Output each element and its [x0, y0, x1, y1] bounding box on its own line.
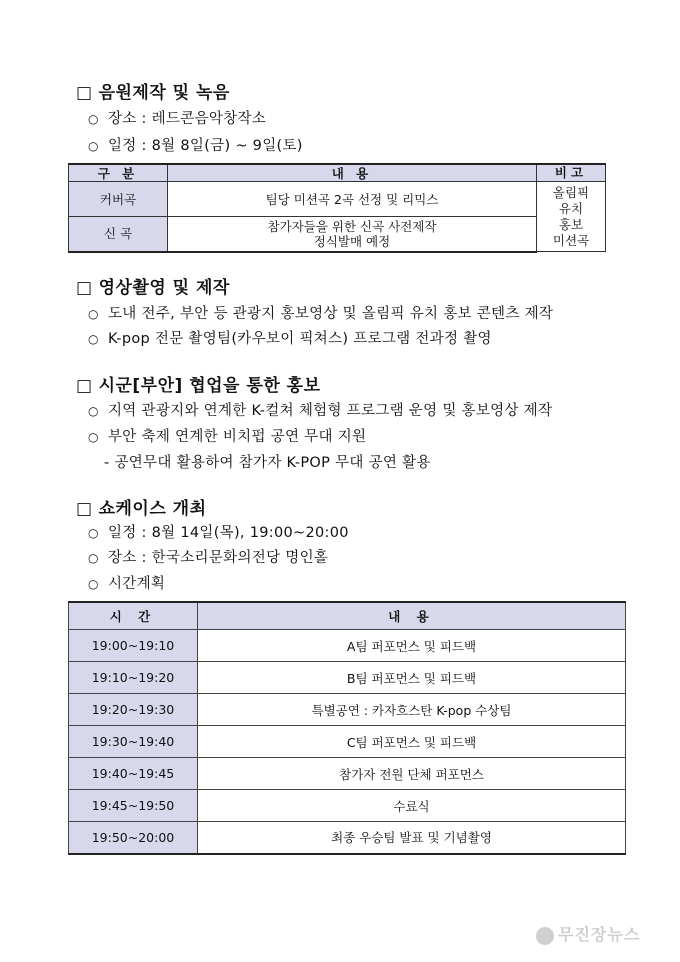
bullet-text: 도내 전주, 부안 등 관광지 홍보영상 및 올림픽 유치 홍보 콘텐츠 제작: [108, 306, 554, 322]
section1-bullet: [88, 134, 303, 155]
note-line: 올림픽: [552, 184, 590, 200]
section4-bullet: [88, 546, 328, 567]
table-header: 내 용: [168, 164, 537, 182]
table-header: 구 분: [69, 164, 168, 182]
row-label: 커버곡: [69, 182, 168, 217]
table-row: [69, 182, 606, 217]
section3-title: 시군[부안] 협업을 통한 홍보: [98, 376, 321, 396]
section2-title: 영상촬영 및 제작: [98, 278, 230, 298]
bullet-text: K-pop 전문 촬영팀(카우보이 픽쳐스) 프로그램 전과정 촬영: [108, 331, 492, 347]
bullet-text: 일정 : 8월 8일(금) ~ 9일(토): [108, 138, 303, 154]
content-cell: 최종 우승팀 발표 및 기념촬영: [198, 822, 626, 854]
row-content: [168, 182, 537, 217]
table-header: 내 용: [198, 602, 626, 630]
bullet-text: 부안 축제 연계한 비치펍 공연 무대 지원: [108, 429, 367, 445]
table-row: [69, 726, 626, 758]
bullet-icon: ○: [88, 307, 99, 321]
bullet-icon: ○: [88, 404, 99, 418]
table-row: [69, 694, 626, 726]
content-cell: B팀 퍼포먼스 및 피드백: [198, 662, 626, 694]
section1-title: 음원제작 및 녹음: [98, 83, 230, 103]
note-line: 홍보: [558, 216, 584, 232]
note-line: 미션곡: [552, 232, 590, 248]
time-cell: 19:40~19:45: [69, 758, 198, 790]
note-cell: [537, 182, 606, 252]
checkbox-icon: □: [76, 499, 93, 519]
content-cell: 특별공연 : 카자흐스탄 K-pop 수상팀: [198, 694, 626, 726]
watermark-text: 무진장뉴스: [558, 925, 641, 944]
table-row: [69, 790, 626, 822]
content-cell: 수료식: [198, 790, 626, 822]
bullet-icon: ○: [88, 332, 99, 346]
checkbox-icon: □: [76, 278, 93, 298]
section3-sub-item: - 공연무대 활용하여 참가자 K-POP 무대 공연 활용: [104, 455, 431, 471]
table-row: [69, 662, 626, 694]
section4-bullet: [88, 572, 165, 593]
section2-bullet: [88, 327, 492, 348]
time-cell: 19:50~20:00: [69, 822, 198, 854]
checkbox-icon: □: [76, 376, 93, 396]
table-row: [69, 822, 626, 854]
section3-bullet: [88, 425, 366, 446]
bullet-text: 지역 관광지와 연계한 K-컬쳐 체험형 프로그램 운영 및 홍보영상 제작: [108, 403, 553, 419]
bullet-icon: ○: [88, 430, 99, 444]
content-cell: 참가자 전원 단체 퍼포먼스: [198, 758, 626, 790]
time-cell: 19:20~19:30: [69, 694, 198, 726]
table-header: 시 간: [69, 602, 198, 630]
bullet-icon: ○: [88, 112, 99, 126]
time-cell: 19:10~19:20: [69, 662, 198, 694]
bullet-text: 장소 : 레드콘음악창작소: [108, 111, 267, 127]
time-cell: 19:45~19:50: [69, 790, 198, 822]
section4-heading: [76, 494, 207, 519]
showcase-schedule-table: [68, 601, 626, 855]
table-row: [69, 758, 626, 790]
checkbox-icon: □: [76, 83, 93, 103]
bullet-icon: ○: [88, 139, 99, 153]
watermark: [536, 922, 640, 945]
watermark-logo-icon: [536, 927, 554, 945]
section4-title: 쇼케이스 개최: [98, 499, 207, 519]
table-header: 비고: [537, 164, 606, 182]
section1-heading: [76, 78, 230, 103]
row-label: 신 곡: [69, 217, 168, 252]
section1-bullet: [88, 107, 266, 128]
music-production-table: [68, 163, 606, 253]
section3-bullet: [88, 399, 552, 420]
content-cell: A팀 퍼포먼스 및 피드백: [198, 630, 626, 662]
content-line: 참가자들을 위한 신곡 사전제작: [267, 218, 437, 234]
bullet-text: 시간계획: [108, 576, 166, 592]
content-line: 정식발매 예정: [313, 233, 391, 249]
table-row: [69, 217, 606, 252]
content-line: 팀당 미션곡 2곡 선정 및 리믹스: [265, 191, 439, 207]
section4-bullet: [88, 521, 349, 542]
section3-heading: [76, 371, 321, 396]
bullet-icon: ○: [88, 577, 99, 591]
note-line: 유치: [558, 200, 584, 216]
bullet-text: 장소 : 한국소리문화의전당 명인홀: [108, 550, 329, 566]
section2-heading: [76, 273, 230, 298]
bullet-text: 일정 : 8월 14일(목), 19:00~20:00: [108, 525, 349, 541]
time-cell: 19:00~19:10: [69, 630, 198, 662]
time-cell: 19:30~19:40: [69, 726, 198, 758]
bullet-icon: ○: [88, 551, 99, 565]
section2-bullet: [88, 302, 553, 323]
content-cell: C팀 퍼포먼스 및 피드백: [198, 726, 626, 758]
bullet-icon: ○: [88, 526, 99, 540]
table-row: [69, 630, 626, 662]
row-content: [168, 217, 537, 252]
